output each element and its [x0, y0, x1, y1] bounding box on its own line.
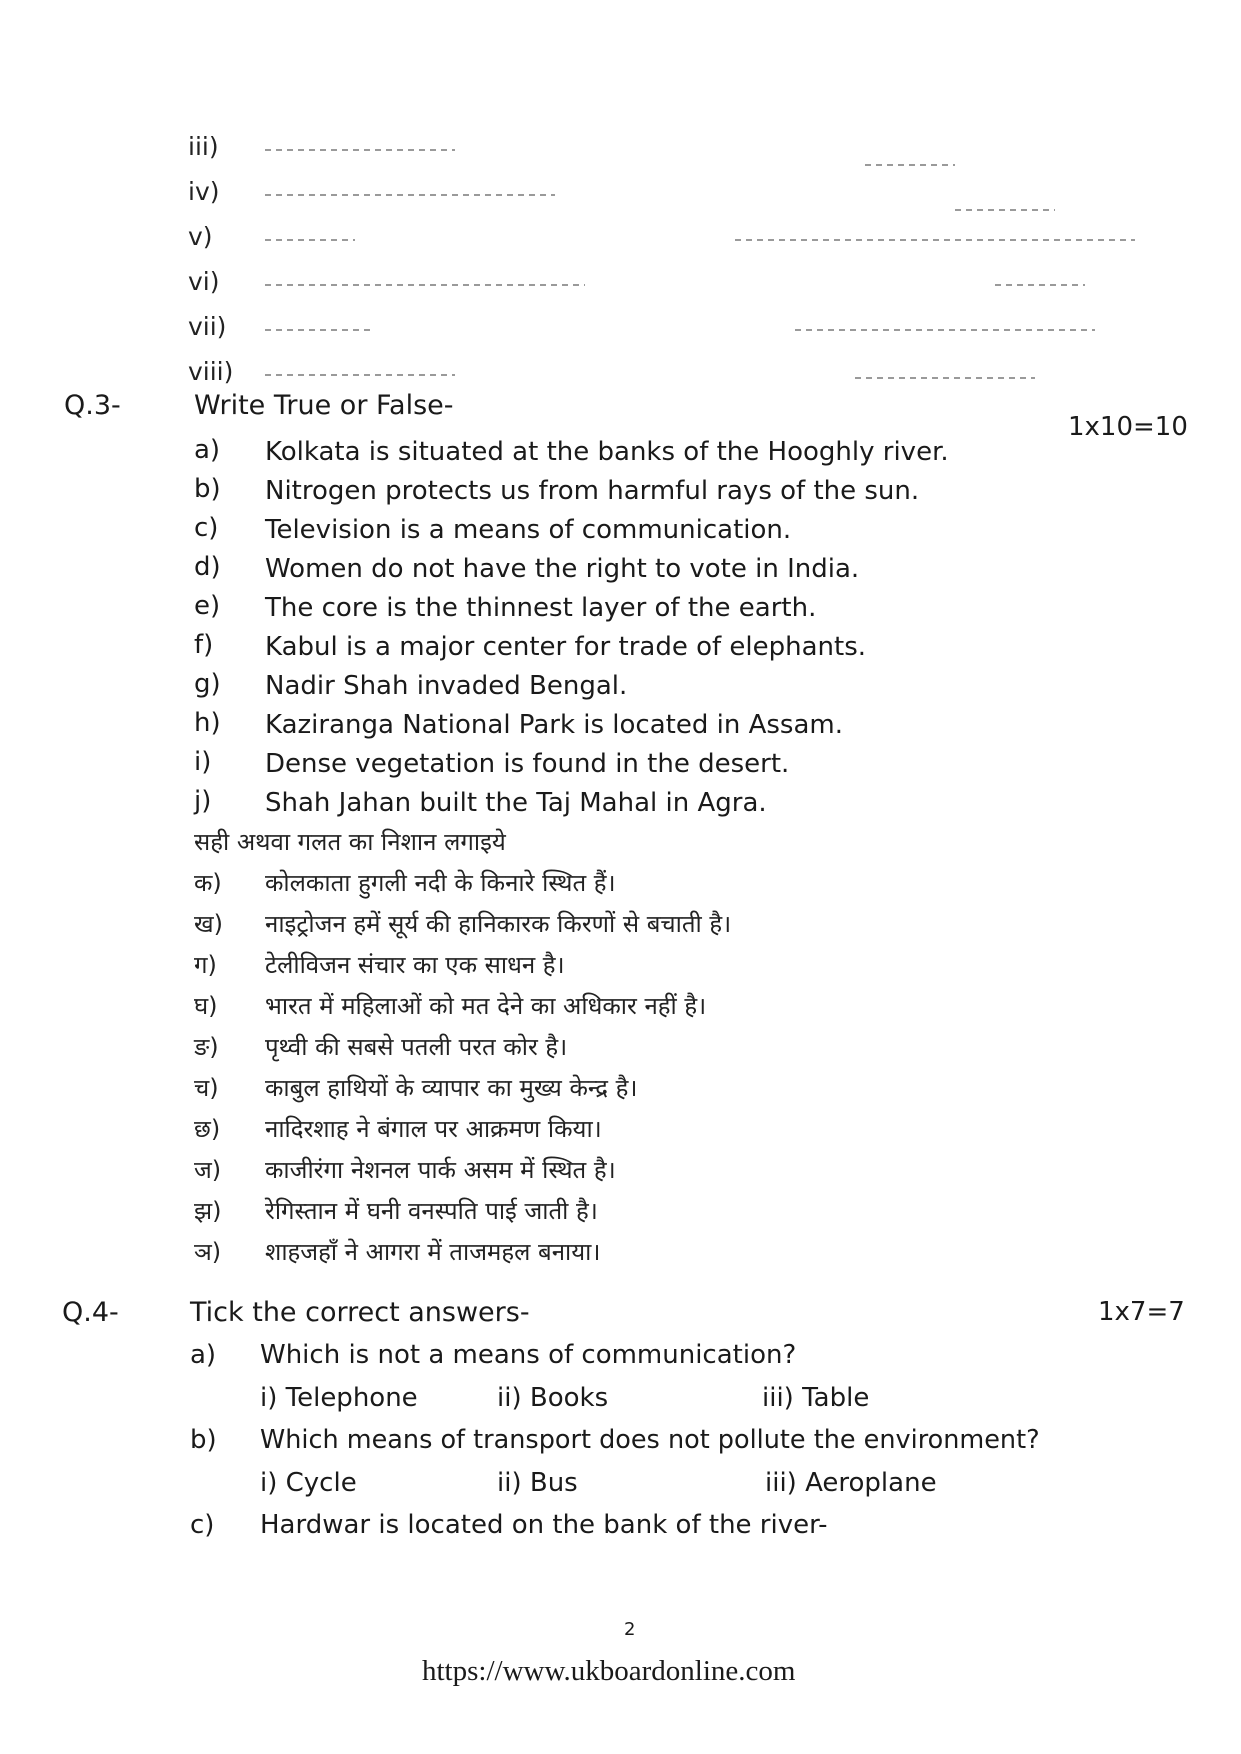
q4-option: iii) Aeroplane — [765, 1468, 937, 1498]
q3-hindi-text: कोलकाता हुगली नदी के किनारे स्थित हैं। — [265, 869, 616, 897]
q3-item-text: The core is the thinnest layer of the earth. — [265, 593, 817, 623]
q3-item-label: j) — [194, 786, 212, 816]
q3-item-text: Dense vegetation is found in the desert. — [265, 749, 790, 779]
q3-hindi-text: काबुल हाथियों के व्यापार का मुख्य केन्द्र है। — [265, 1074, 638, 1102]
q2-item-num: iv) — [188, 177, 220, 206]
q3-item-text: Shah Jahan built the Taj Mahal in Agra. — [265, 788, 767, 818]
q4-title: Tick the correct answers- — [190, 1297, 530, 1328]
q4-option: iii) Table — [762, 1383, 870, 1413]
q3-hindi-label: ज) — [194, 1156, 222, 1184]
q3-item-label: h) — [194, 708, 221, 738]
q3-marks: 1x10=10 — [1068, 412, 1188, 442]
q3-hindi-label: घ) — [194, 992, 218, 1020]
q2-item-num: iii) — [188, 132, 219, 161]
q4-question-label: b) — [190, 1425, 217, 1455]
q3-hindi-text: रेगिस्तान में घनी वनस्पति पाई जाती है। — [265, 1197, 598, 1225]
q3-item-text: Women do not have the right to vote in India. — [265, 554, 860, 584]
q4-question-text: Which is not a means of communication? — [260, 1340, 797, 1370]
q3-item-text: Kabul is a major center for trade of elephants. — [265, 632, 867, 662]
q3-item-text: Television is a means of communication. — [265, 515, 792, 545]
q3-hindi-title: सही अथवा गलत का निशान लगाइये — [194, 828, 506, 856]
q4-option: i) Cycle — [260, 1468, 357, 1498]
q3-item-text: Kolkata is situated at the banks of the Hooghly river. — [265, 437, 949, 467]
q3-hindi-label: ञ) — [194, 1238, 222, 1266]
q4-option: ii) Books — [497, 1383, 609, 1413]
q3-hindi-label: ङ) — [194, 1033, 219, 1061]
q3-item-label: a) — [194, 435, 221, 465]
q4-question-text: Which means of transport does not pollute the environment? — [260, 1425, 1040, 1455]
q3-hindi-text: टेलीविजन संचार का एक साधन है। — [265, 951, 565, 979]
q3-hindi-label: ख) — [194, 910, 223, 938]
q3-hindi-text: काजीरंगा नेशनल पार्क असम में स्थित है। — [265, 1156, 616, 1184]
q2-item-num: vi) — [188, 267, 220, 296]
q3-item-label: d) — [194, 552, 221, 582]
q4-question-label: c) — [190, 1510, 215, 1540]
q3-hindi-label: झ) — [194, 1197, 222, 1225]
faded-illegible-text — [255, 130, 1135, 395]
q3-item-label: b) — [194, 474, 221, 504]
q3-item-text: Nitrogen protects us from harmful rays of the sun. — [265, 476, 920, 506]
q4-question-text: Hardwar is located on the bank of the river- — [260, 1510, 828, 1540]
q3-hindi-text: शाहजहाँ ने आगरा में ताजमहल बनाया। — [265, 1238, 601, 1266]
q3-item-text: Nadir Shah invaded Bengal. — [265, 671, 628, 701]
q3-number: Q.3- — [64, 390, 121, 421]
q2-item-num: vii) — [188, 312, 227, 341]
footer-url: https://www.ukboardonline.com — [422, 1655, 796, 1687]
q3-title: Write True or False- — [194, 390, 454, 421]
q3-hindi-label: ग) — [194, 951, 217, 979]
q3-hindi-text: भारत में महिलाओं को मत देने का अधिकार नहीं है। — [265, 992, 707, 1020]
q3-hindi-text: नादिरशाह ने बंगाल पर आक्रमण किया। — [265, 1115, 602, 1143]
q3-hindi-label: च) — [194, 1074, 219, 1102]
q3-item-label: e) — [194, 591, 221, 621]
q4-number: Q.4- — [62, 1297, 119, 1328]
page-number: 2 — [624, 1619, 636, 1640]
q3-hindi-text: नाइट्रोजन हमें सूर्य की हानिकारक किरणों से बचाती है। — [265, 910, 732, 938]
q2-item-num: viii) — [188, 357, 234, 386]
q3-item-label: f) — [194, 630, 214, 660]
q3-item-text: Kaziranga National Park is located in Assam. — [265, 710, 843, 740]
q4-question-label: a) — [190, 1340, 217, 1370]
q3-item-label: c) — [194, 513, 219, 543]
q3-hindi-label: क) — [194, 869, 222, 897]
q3-hindi-text: पृथ्वी की सबसे पतली परत कोर है। — [265, 1033, 568, 1061]
q3-item-label: g) — [194, 669, 221, 699]
q4-option: i) Telephone — [260, 1383, 418, 1413]
q3-hindi-label: छ) — [194, 1115, 221, 1143]
q4-option: ii) Bus — [497, 1468, 578, 1498]
q2-item-num: v) — [188, 222, 213, 251]
q4-marks: 1x7=7 — [1098, 1297, 1185, 1327]
q3-item-label: i) — [194, 747, 212, 777]
